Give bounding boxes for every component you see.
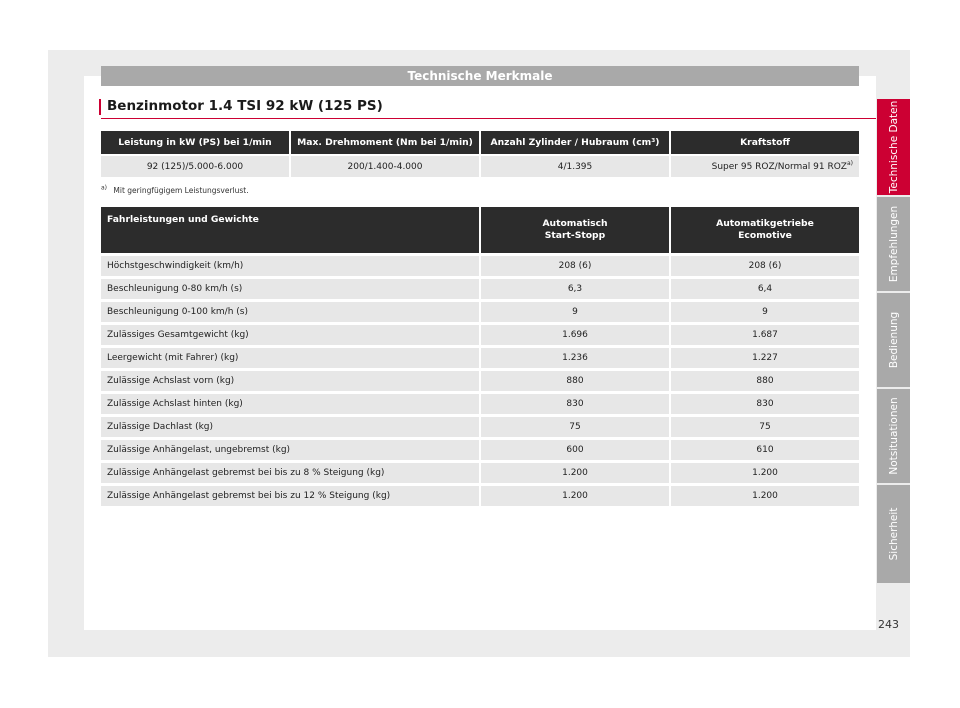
perf-row-ecomotive: 208 (6) xyxy=(671,253,859,276)
engine-fuel-value: Super 95 ROZ/Normal 91 ROZ xyxy=(711,161,847,172)
footnote-text: Mit geringfügigem Leistungsverlust. xyxy=(113,186,249,195)
tab-sicherheit[interactable] xyxy=(877,485,910,583)
page-title: Benzinmotor 1.4 TSI 92 kW (125 PS) xyxy=(107,98,383,114)
perf-header-start-stopp-text: Automatisch Start-Stopp xyxy=(542,218,608,241)
perf-row-start-stopp: 880 xyxy=(481,368,669,391)
perf-row-start-stopp: 75 xyxy=(481,414,669,437)
perf-row-ecomotive: 1.227 xyxy=(671,345,859,368)
table-row xyxy=(101,414,859,437)
perf-row-ecomotive: 75 xyxy=(671,414,859,437)
engine-header-fuel: Kraftstoff xyxy=(671,131,859,154)
table-row xyxy=(101,368,859,391)
perf-row-ecomotive: 6,4 xyxy=(671,276,859,299)
fuel-footnote-mark: a) xyxy=(846,159,853,167)
tab-empfehlungen[interactable] xyxy=(877,197,910,291)
perf-header-label: Fahrleistungen und Gewichte xyxy=(101,207,479,253)
perf-row-ecomotive: 1.687 xyxy=(671,322,859,345)
engine-header-torque: Max. Drehmoment (Nm bei 1/min) xyxy=(291,131,479,154)
table-row xyxy=(101,154,859,177)
perf-row-start-stopp: 1.200 xyxy=(481,460,669,483)
perf-row-start-stopp: 1.236 xyxy=(481,345,669,368)
tab-technische-daten[interactable] xyxy=(877,99,910,195)
perf-row-start-stopp: 9 xyxy=(481,299,669,322)
tab-label: Bedienung xyxy=(887,311,900,369)
perf-row-label: Beschleunigung 0-80 km/h (s) xyxy=(101,276,479,299)
tab-notsituationen[interactable] xyxy=(877,389,910,483)
engine-header-power: Leistung in kW (PS) bei 1/min xyxy=(101,131,289,154)
perf-header-start-stopp xyxy=(481,207,669,253)
perf-row-start-stopp: 600 xyxy=(481,437,669,460)
table-row xyxy=(101,483,859,506)
tab-label: Notsituationen xyxy=(887,397,900,475)
perf-row-ecomotive: 9 xyxy=(671,299,859,322)
table-row xyxy=(101,299,859,322)
perf-row-start-stopp: 830 xyxy=(481,391,669,414)
perf-row-start-stopp: 208 (6) xyxy=(481,253,669,276)
table-row xyxy=(101,276,859,299)
title-accent-bar xyxy=(99,99,101,115)
engine-cylinders-value: 4/1.395 xyxy=(481,154,669,177)
table-row xyxy=(101,460,859,483)
engine-fuel-cell xyxy=(671,154,859,177)
performance-table xyxy=(99,207,861,506)
footnote-mark: a) xyxy=(101,184,108,192)
perf-row-label: Zulässige Anhängelast, ungebremst (kg) xyxy=(101,437,479,460)
table-row xyxy=(101,437,859,460)
engine-table-header-row xyxy=(101,131,859,154)
footnote xyxy=(101,186,249,195)
page-number: 243 xyxy=(878,618,899,631)
perf-row-label: Beschleunigung 0-100 km/h (s) xyxy=(101,299,479,322)
perf-row-ecomotive: 830 xyxy=(671,391,859,414)
tab-label: Sicherheit xyxy=(887,507,900,561)
perf-row-ecomotive: 1.200 xyxy=(671,460,859,483)
table-row xyxy=(101,345,859,368)
perf-row-start-stopp: 1.696 xyxy=(481,322,669,345)
perf-row-ecomotive: 880 xyxy=(671,368,859,391)
tab-label: Technische Daten xyxy=(887,100,900,194)
perf-row-label: Zulässiges Gesamtgewicht (kg) xyxy=(101,322,479,345)
table-row xyxy=(101,253,859,276)
engine-torque-value: 200/1.400-4.000 xyxy=(291,154,479,177)
perf-header-ecomotive-text: Automatikgetriebe Ecomotive xyxy=(716,218,814,241)
perf-row-ecomotive: 1.200 xyxy=(671,483,859,506)
perf-header-ecomotive xyxy=(671,207,859,253)
title-underline xyxy=(101,118,876,119)
perf-row-label: Höchstgeschwindigkeit (km/h) xyxy=(101,253,479,276)
perf-row-label: Zulässige Dachlast (kg) xyxy=(101,414,479,437)
tab-label: Empfehlungen xyxy=(887,205,900,283)
engine-power-value: 92 (125)/5.000-6.000 xyxy=(101,154,289,177)
perf-row-label: Zulässige Achslast hinten (kg) xyxy=(101,391,479,414)
perf-row-label: Zulässige Anhängelast gebremst bei bis zu 12 % Steigung (kg) xyxy=(101,483,479,506)
table-row xyxy=(101,391,859,414)
performance-table-body xyxy=(101,253,859,506)
perf-row-start-stopp: 6,3 xyxy=(481,276,669,299)
perf-row-label: Leergewicht (mit Fahrer) (kg) xyxy=(101,345,479,368)
perf-row-ecomotive: 610 xyxy=(671,437,859,460)
tab-bedienung[interactable] xyxy=(877,293,910,387)
perf-row-label: Zulässige Achslast vorn (kg) xyxy=(101,368,479,391)
performance-table-header-row xyxy=(101,207,859,253)
engine-table xyxy=(99,131,861,177)
table-row xyxy=(101,322,859,345)
engine-header-cylinders: Anzahl Zylinder / Hubraum (cm³) xyxy=(481,131,669,154)
perf-row-start-stopp: 1.200 xyxy=(481,483,669,506)
perf-row-label: Zulässige Anhängelast gebremst bei bis zu 8 % Steigung (kg) xyxy=(101,460,479,483)
section-header: Technische Merkmale xyxy=(101,66,859,86)
